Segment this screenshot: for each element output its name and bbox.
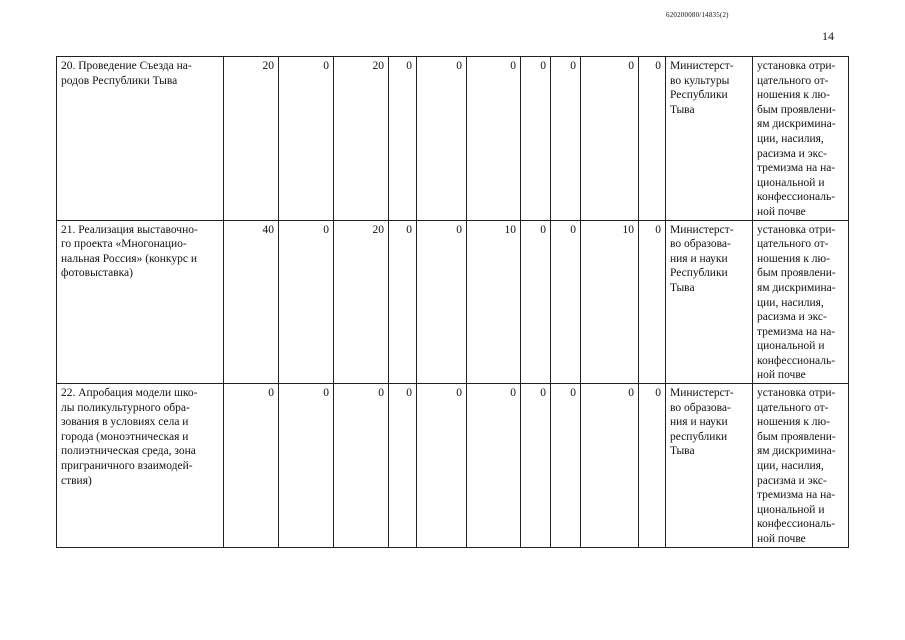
activity-text: 20. Проведение Съезда на- родов Республики Тыва: [61, 60, 192, 87]
activity-cell: [57, 220, 224, 384]
executor-text: Министерст- во образова- ния и науки республики Тыва: [670, 387, 734, 458]
value-cell: 0: [389, 57, 417, 221]
value-cell: 10: [467, 220, 521, 384]
value-cell: 0: [334, 384, 389, 548]
executor-cell: [666, 57, 753, 221]
activity-cell: [57, 57, 224, 221]
value-cell: 20: [334, 220, 389, 384]
activity-cell: [57, 384, 224, 548]
value-cell: 0: [551, 220, 581, 384]
value-cell: 0: [467, 384, 521, 548]
table-row: [57, 220, 849, 384]
value-cell: 0: [581, 57, 639, 221]
value-cell: 0: [224, 384, 279, 548]
executor-text: Министерст- во образова- ния и науки Республики Тыва: [670, 223, 734, 294]
value-cell: 0: [639, 220, 666, 384]
page-number: 14: [822, 29, 834, 43]
value-cell: 0: [389, 384, 417, 548]
executor-cell: [666, 384, 753, 548]
activity-text: 22. Апробация модели шко- лы поликультурного обра- зования в условиях села и города (моноэтническая и полиэтническая среда, зона приграничного взаимодей- ствия): [61, 387, 198, 487]
value-cell: 0: [279, 220, 334, 384]
activity-text: 21. Реализация выставочно- го проекта «Многонацио- нальная Россия» (конкурс и фотовыставка): [61, 223, 198, 280]
value-cell: 20: [224, 57, 279, 221]
value-cell: 0: [521, 57, 551, 221]
value-cell: 0: [417, 384, 467, 548]
value-cell: 0: [639, 57, 666, 221]
value-cell: 20: [334, 57, 389, 221]
value-cell: 10: [581, 220, 639, 384]
value-cell: 40: [224, 220, 279, 384]
result-text: установка отри- цательного от- ношения к лю- бым проявлени- ям дискримина- ции, насилия, расизма и экс- тремизма на на- циональной и конфессиональ- ной почве: [757, 387, 836, 545]
program-table: [56, 56, 849, 548]
value-cell: 0: [521, 220, 551, 384]
value-cell: 0: [417, 220, 467, 384]
value-cell: 0: [521, 384, 551, 548]
table-row: [57, 57, 849, 221]
value-cell: 0: [389, 220, 417, 384]
value-cell: 0: [581, 384, 639, 548]
value-cell: 0: [639, 384, 666, 548]
executor-text: Министерст- во культуры Республики Тыва: [670, 60, 734, 116]
value-cell: 0: [467, 57, 521, 221]
value-cell: 0: [551, 57, 581, 221]
table-row: [57, 384, 849, 548]
value-cell: 0: [279, 57, 334, 221]
value-cell: 0: [279, 384, 334, 548]
result-text: установка отри- цательного от- ношения к лю- бым проявлени- ям дискримина- ции, насилия, расизма и экс- тремизма на на- циональной и конфессиональ- ной почве: [757, 60, 836, 218]
document-id: 620200080/14835(2): [666, 11, 729, 19]
result-cell: [753, 57, 849, 221]
result-cell: [753, 220, 849, 384]
value-cell: 0: [551, 384, 581, 548]
result-cell: [753, 384, 849, 548]
value-cell: 0: [417, 57, 467, 221]
executor-cell: [666, 220, 753, 384]
result-text: установка отри- цательного от- ношения к лю- бым проявлени- ям дискримина- ции, насилия, расизма и экс- тремизма на на- циональной и конфессиональ- ной почве: [757, 223, 836, 382]
